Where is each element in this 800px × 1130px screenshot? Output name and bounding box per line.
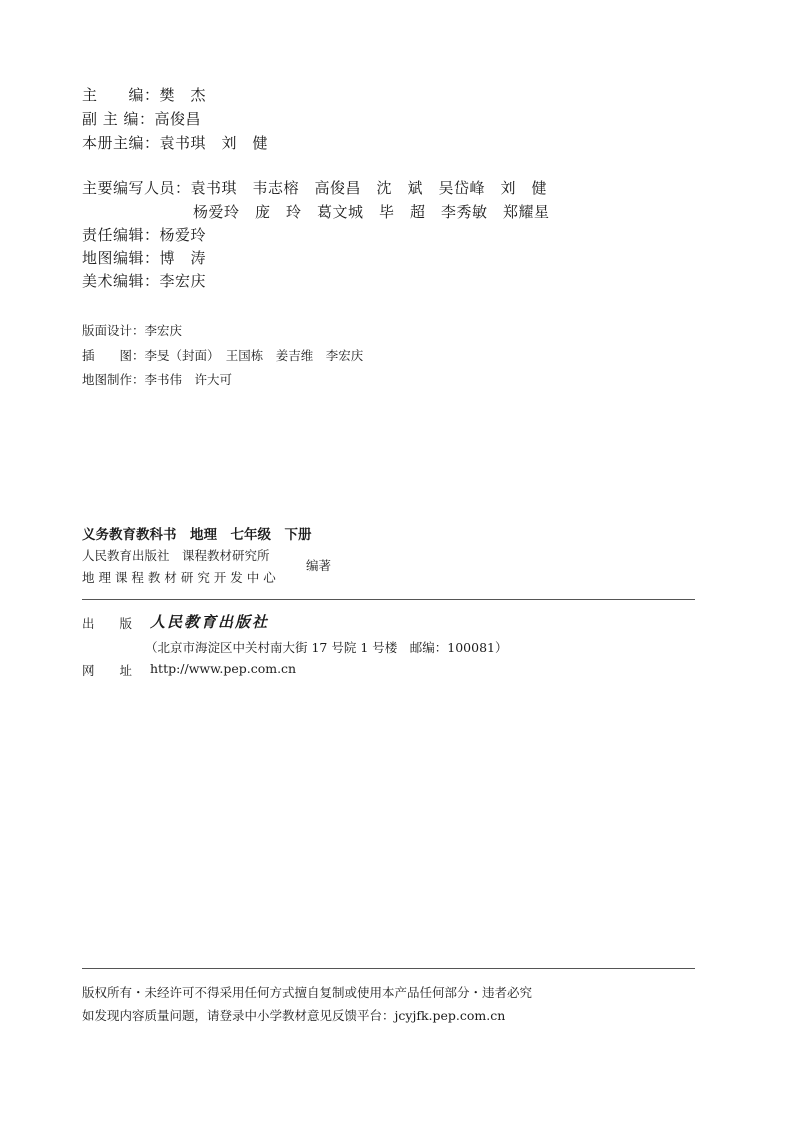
layout-design-label: 版面设计： [82, 323, 145, 338]
art-editor-label: 美术编辑： [82, 272, 160, 290]
copyright-notice: 版权所有・未经许可不得采用任何方式擅自复制或使用本产品任何部分・违者必究 [82, 985, 533, 1000]
main-writers-names-2: 杨爱玲 庞 玲 葛文城 毕 超 李秀敏 郑耀星 [193, 203, 550, 221]
deputy-editor-line [82, 108, 201, 129]
main-writers-names-1: 袁书琪 韦志榕 高俊昌 沈 斌 吴岱峰 刘 健 [190, 179, 548, 197]
map-making-value: 李书伟 许大可 [144, 372, 233, 387]
website-link[interactable]: http://www.pep.com.cn [150, 661, 297, 676]
publisher-address: （北京市海淀区中关村南大街 17 号院 1 号楼 邮编：100081） [145, 640, 508, 655]
deputy-editor-label: 副 主 编： [82, 110, 155, 128]
layout-design-line [82, 321, 182, 339]
art-editor-line [82, 270, 206, 291]
org-line-1: 人民教育出版社 课程教材研究所 [82, 548, 270, 563]
layout-design-value: 李宏庆 [144, 323, 183, 338]
art-editor-value: 李宏庆 [159, 272, 207, 290]
chief-editor-label: 主 编： [82, 86, 160, 104]
responsible-editor-label: 责任编辑： [82, 226, 160, 244]
publisher-logo: 人民教育出版社 [150, 613, 270, 631]
map-making-label: 地图制作： [82, 372, 145, 387]
divider-top [82, 599, 695, 600]
chief-editor-value: 樊 杰 [159, 86, 207, 104]
feedback-notice: 如发现内容质量问题，请登录中小学教材意见反馈平台：jcyjfk.pep.com.cn [82, 1008, 506, 1023]
volume-editor-label: 本册主编： [82, 134, 160, 152]
main-writers-label: 主要编写人员： [82, 179, 191, 197]
map-making-line [82, 370, 232, 388]
deputy-editor-value: 高俊昌 [154, 110, 202, 128]
responsible-editor-value: 杨爱玲 [159, 226, 207, 244]
publisher-label: 出 版 [82, 616, 133, 631]
compiled-label: 编著 [306, 558, 332, 573]
map-editor-label: 地图编辑： [82, 249, 160, 267]
map-editor-line [82, 247, 206, 268]
illustration-value: 李旻（封面） 王国栋 姜吉维 李宏庆 [144, 348, 364, 363]
volume-editor-line [82, 132, 268, 153]
divider-bottom [82, 968, 695, 969]
book-title: 义务教育教科书 地理 七年级 下册 [82, 527, 312, 543]
volume-editor-value: 袁书琪 刘 健 [159, 134, 269, 152]
main-writers-line1 [82, 177, 547, 198]
responsible-editor-line [82, 224, 206, 245]
illustration-line [82, 346, 363, 364]
map-editor-value: 博 涛 [159, 249, 207, 267]
chief-editor-line [82, 84, 206, 105]
website-label: 网 址 [82, 663, 133, 678]
illustration-label: 插 图： [82, 348, 145, 363]
org-line-2: 地 理 课 程 教 材 研 究 开 发 中 心 [82, 570, 276, 585]
